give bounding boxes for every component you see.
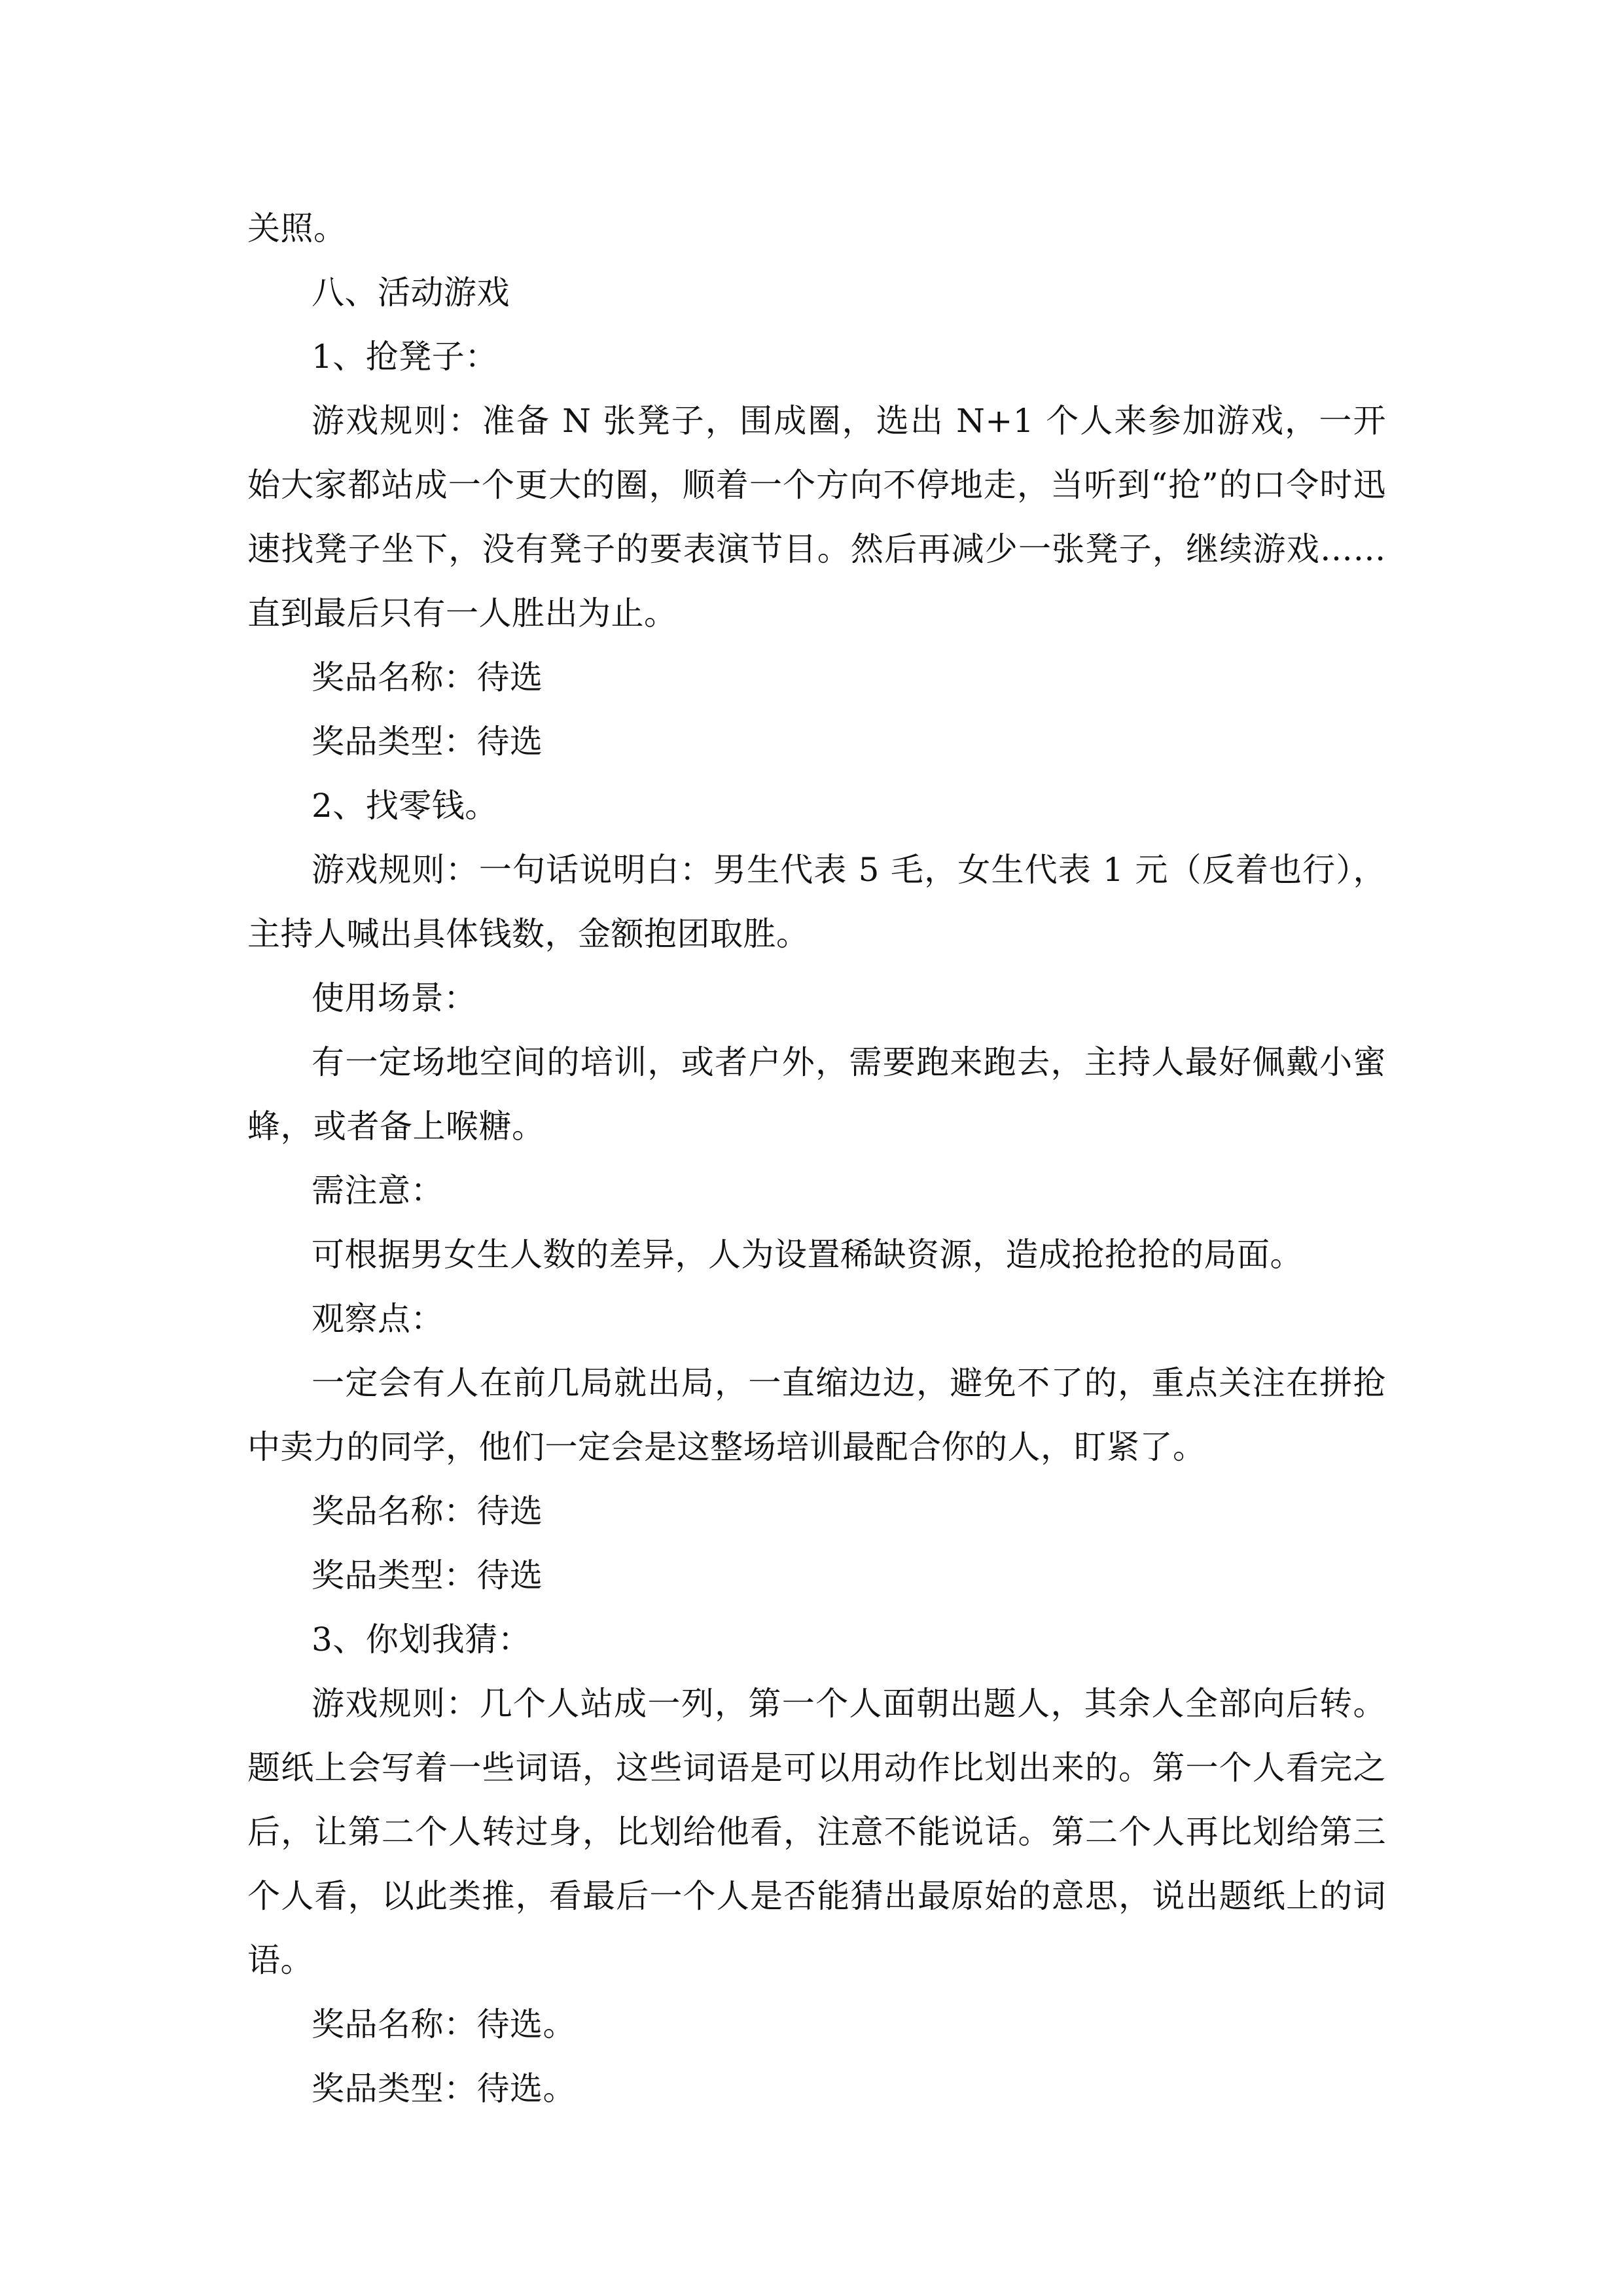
game-title: 1、抢凳子： (312, 338, 498, 376)
prize-name: 奖品名称：待选 (312, 658, 543, 696)
game-rules: 游戏规则：准备 N 张凳子，围成圈，选出 N+1 个人来参加游戏，一开始大家都站成一个更大的圈，顺着一个方向不停地走，当听到“抢”的口令时迅速找凳子坐下，没有凳子的要表演节目。然后再减少一张凳子，继续游戏……直到最后只有一人胜出为止。 (247, 402, 1386, 632)
notes-text: 可根据男女生人数的差异，人为设置稀缺资源，造成抢抢抢的局面。 (312, 1236, 1303, 1274)
observation-text: 一定会有人在前几局就出局，一直缩边边，避免不了的，重点关注在拼抢中卖力的同学，他们一定会是这整场培训最配合你的人，盯紧了。 (247, 1364, 1386, 1466)
game-title: 2、找零钱。 (312, 787, 498, 825)
document-body (247, 196, 1386, 2121)
game-title: 3、你划我猜： (312, 1621, 531, 1659)
usage-scene-label: 使用场景： (312, 979, 477, 1017)
game-rules: 游戏规则：一句话说明白：男生代表 5 毛，女生代表 1 元（反着也行），主持人喊出具体钱数，金额抱团取胜。 (247, 851, 1386, 953)
section-heading: 八、活动游戏 (312, 274, 510, 312)
game-rules: 游戏规则：几个人站成一列，第一个人面朝出题人，其余人全部向后转。题纸上会写着一些词语，这些词语是可以用动作比划出来的。第一个人看完之后，让第二个人转过身，比划给他看，注意不能说话。第二个人再比划给第三个人看，以此类推，看最后一个人是否能猜出最原始的意思，说出题纸上的词语。 (247, 1685, 1386, 1979)
prize-type: 奖品类型：待选。 (312, 2070, 576, 2108)
prize-type: 奖品类型：待选 (312, 1556, 543, 1594)
observation-label: 观察点： (312, 1300, 444, 1338)
prize-name: 奖品名称：待选 (312, 1492, 543, 1530)
usage-scene-text: 有一定场地空间的培训，或者户外，需要跑来跑去，主持人最好佩戴小蜜蜂，或者备上喉糖。 (247, 1043, 1386, 1145)
paragraph-continuation: 关照。 (247, 209, 347, 247)
notes-label: 需注意： (312, 1172, 444, 1210)
prize-name: 奖品名称：待选。 (312, 2005, 576, 2043)
prize-type: 奖品类型：待选 (312, 723, 543, 761)
